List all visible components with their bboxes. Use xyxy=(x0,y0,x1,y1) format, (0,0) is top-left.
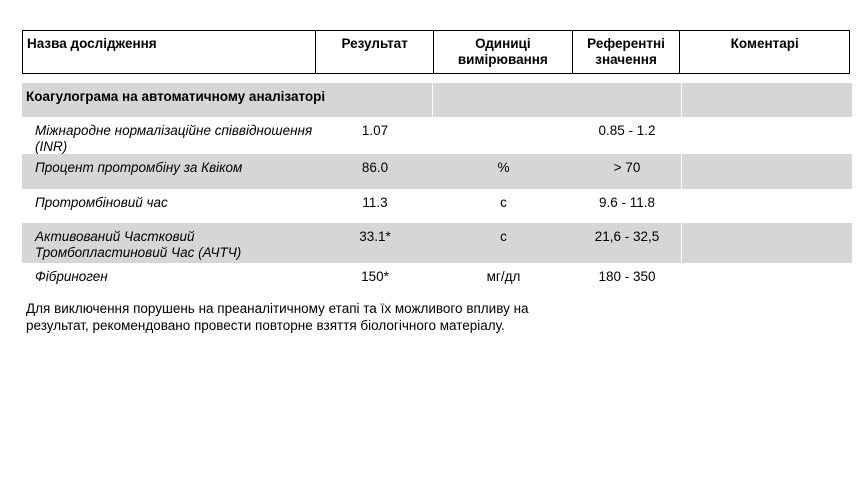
test-reference: 21,6 - 32,5 xyxy=(594,229,660,244)
table-row xyxy=(22,263,852,293)
test-unit: с xyxy=(500,195,507,210)
test-name: Процент протромбіну за Квіком xyxy=(35,160,243,175)
test-result: 1.07 xyxy=(361,123,389,138)
test-result: 33.1* xyxy=(359,229,391,244)
test-result: 86.0 xyxy=(361,160,389,175)
header-result: Результат xyxy=(316,31,434,73)
test-unit: мг/дл xyxy=(486,269,521,284)
test-result: 11.3 xyxy=(362,195,388,210)
table-row xyxy=(22,117,852,154)
test-unit xyxy=(434,117,573,154)
section-divider xyxy=(681,83,852,117)
test-name: Активований Частковий Тромбопластиновий Час (АЧТЧ) xyxy=(35,229,242,260)
header-reference: Референтні значення xyxy=(573,31,681,73)
test-name: Фібриноген xyxy=(35,269,108,284)
header-test-name: Назва дослідження xyxy=(23,31,316,73)
test-comment xyxy=(681,117,850,154)
test-reference: 9.6 - 11.8 xyxy=(598,195,656,210)
preanalytic-note: Для виключення порушень на преаналітичному етапі та їх можливого впливу на результат, рекомендовано провести повторне взяття біологічного матеріалу. xyxy=(26,301,529,333)
test-reference: 0.85 - 1.2 xyxy=(598,123,656,138)
test-comment xyxy=(681,154,850,189)
test-reference: > 70 xyxy=(613,160,641,175)
table-header xyxy=(22,30,850,74)
test-reference: 180 - 350 xyxy=(598,269,656,284)
section-divider xyxy=(432,83,681,117)
header-units: Одиниці вимірювання xyxy=(434,31,573,73)
test-comment xyxy=(681,263,850,293)
test-name: Протромбіновий час xyxy=(35,195,168,210)
section-title: Коагулограма на автоматичному аналізаторі xyxy=(26,89,326,104)
test-unit: с xyxy=(500,229,507,244)
lab-report-table xyxy=(22,30,850,293)
test-unit: % xyxy=(497,160,510,175)
test-comment xyxy=(681,189,850,223)
section-header xyxy=(22,83,852,117)
table-row xyxy=(22,154,852,189)
test-name: Міжнародне нормалізаційне співвідношення (INR) xyxy=(35,123,313,154)
table-row xyxy=(22,223,852,263)
table-row xyxy=(22,189,852,223)
test-comment xyxy=(681,223,850,263)
test-result: 150* xyxy=(361,269,389,284)
header-comments: Коментарі xyxy=(730,36,799,51)
